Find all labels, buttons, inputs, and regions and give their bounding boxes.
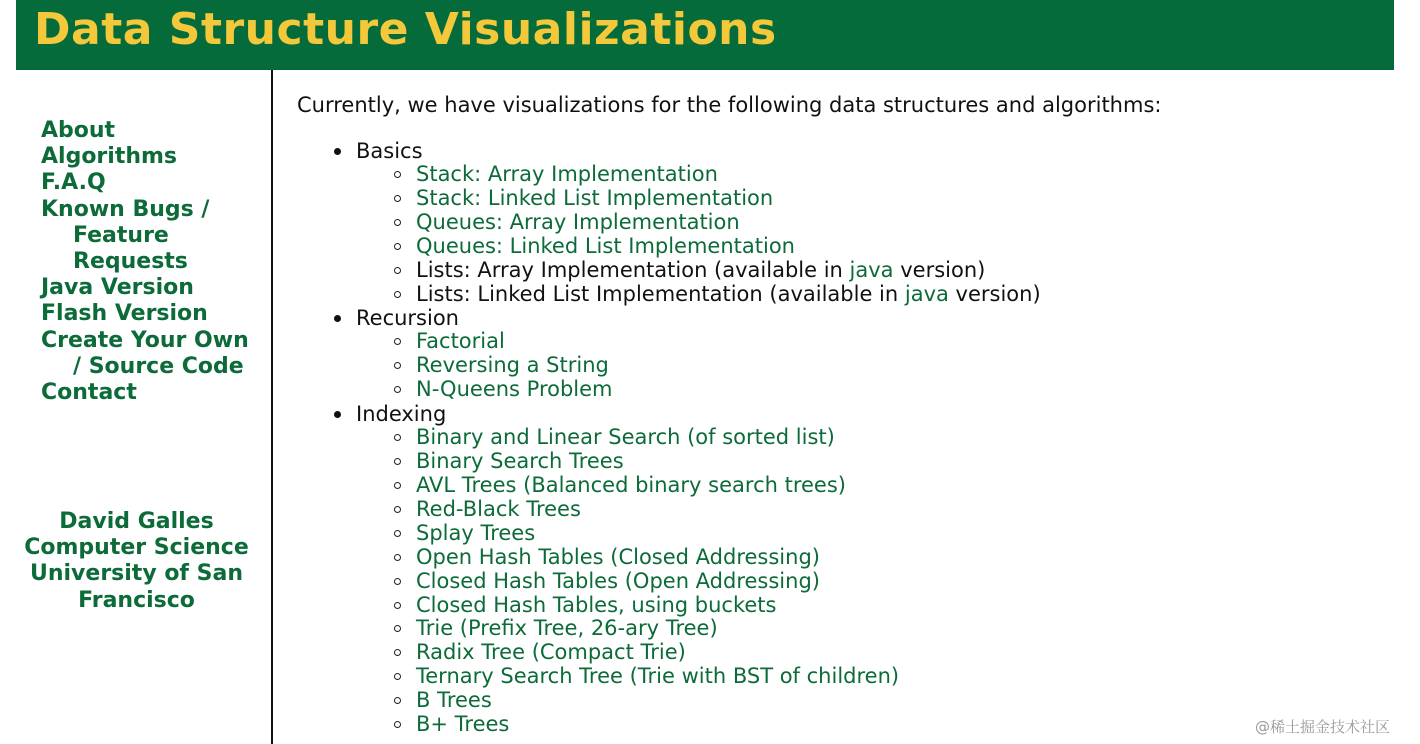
visualization-link[interactable]: Closed Hash Tables (Open Addressing) <box>416 568 820 593</box>
visualization-link[interactable]: B Trees <box>416 688 492 713</box>
visualization-link[interactable]: B+ Trees <box>416 712 510 737</box>
circle-bullet-icon <box>394 673 401 680</box>
nav-link-known-bugs[interactable]: Known Bugs / Feature Requests <box>41 196 210 275</box>
nav-link-about[interactable]: About <box>41 118 116 143</box>
visualization-link[interactable]: Queues: Linked List Implementation <box>416 233 795 258</box>
visualization-link[interactable]: Closed Hash Tables, using buckets <box>416 592 777 617</box>
circle-bullet-icon <box>394 362 401 369</box>
visualization-link[interactable]: N-Queens Problem <box>416 377 613 402</box>
circle-bullet-icon <box>394 386 401 393</box>
visualization-link[interactable]: Ternary Search Tree (Trie with BST of children) <box>416 664 900 689</box>
list-item <box>394 594 1041 618</box>
item-text: Lists: Linked List Implementation (available in <box>416 281 905 306</box>
list-item <box>394 474 1041 498</box>
nav-link-create-your-own[interactable]: Create Your Own / Source Code <box>41 327 249 379</box>
visualization-link[interactable]: AVL Trees (Balanced binary search trees) <box>416 472 846 497</box>
list-item <box>394 546 1041 570</box>
list-item <box>394 330 1041 354</box>
list-item <box>394 259 1041 283</box>
circle-bullet-icon <box>394 554 401 561</box>
list-item <box>394 187 1041 211</box>
circle-bullet-icon <box>394 338 401 345</box>
circle-bullet-icon <box>394 649 401 656</box>
circle-bullet-icon <box>394 291 401 298</box>
nav-link-algorithms[interactable]: Algorithms <box>41 144 178 170</box>
list-item <box>394 354 1041 378</box>
circle-bullet-icon <box>394 482 401 489</box>
visualization-link[interactable]: Binary Search Trees <box>416 449 624 474</box>
circle-bullet-icon <box>394 458 401 465</box>
category-title: Indexing <box>356 402 447 427</box>
list-item <box>394 426 1041 450</box>
java-link[interactable]: java <box>849 257 894 282</box>
list-item <box>394 498 1041 522</box>
nav-link-contact[interactable]: Contact <box>41 380 137 406</box>
item-text-suffix: version) <box>948 281 1041 306</box>
circle-bullet-icon <box>394 171 401 178</box>
visualization-link[interactable]: Open Hash Tables (Closed Addressing) <box>416 544 820 569</box>
list-item <box>394 522 1041 546</box>
item-list <box>356 330 1041 402</box>
circle-bullet-icon <box>394 602 401 609</box>
category-recursion <box>334 306 1041 402</box>
category-basics <box>334 139 1041 306</box>
java-link[interactable]: java <box>904 281 949 306</box>
bullet-icon <box>334 315 341 322</box>
list-item <box>394 641 1041 665</box>
item-list <box>356 426 1041 737</box>
list-item <box>394 163 1041 187</box>
watermark: @稀土掘金技术社区 <box>1255 718 1391 736</box>
circle-bullet-icon <box>394 530 401 537</box>
list-item <box>394 211 1041 235</box>
circle-bullet-icon <box>394 219 401 226</box>
category-indexing <box>334 402 1041 737</box>
visualization-link[interactable]: Queues: Array Implementation <box>416 209 740 234</box>
list-item <box>394 570 1041 594</box>
visualization-link[interactable]: Splay Trees <box>416 520 536 545</box>
circle-bullet-icon <box>394 697 401 704</box>
item-text-suffix: version) <box>893 257 986 282</box>
sidebar-nav <box>41 118 261 406</box>
category-list <box>334 139 1041 737</box>
circle-bullet-icon <box>394 243 401 250</box>
visualization-link[interactable]: Binary and Linear Search (of sorted list) <box>416 425 835 450</box>
author-block <box>22 509 251 614</box>
item-text: Lists: Array Implementation (available in <box>416 257 850 282</box>
category-title: Recursion <box>356 306 459 331</box>
list-item <box>394 713 1041 737</box>
list-item <box>394 617 1041 641</box>
list-item <box>394 283 1041 307</box>
circle-bullet-icon <box>394 506 401 513</box>
visualization-link[interactable]: Stack: Linked List Implementation <box>416 185 774 210</box>
visualization-link[interactable]: Factorial <box>416 329 505 354</box>
author-dept: Computer Science <box>24 535 249 561</box>
intro-text: Currently, we have visualizations for the following data structures and algorithms: <box>297 93 1162 117</box>
visualization-link[interactable]: Red-Black Trees <box>416 496 581 521</box>
author-school: University of San Francisco <box>29 561 244 613</box>
circle-bullet-icon <box>394 721 401 728</box>
nav-link-java-version[interactable]: Java Version <box>41 275 194 301</box>
list-item <box>394 378 1041 402</box>
list-item <box>394 235 1041 259</box>
circle-bullet-icon <box>394 195 401 202</box>
circle-bullet-icon <box>394 434 401 441</box>
list-item <box>394 450 1041 474</box>
visualization-link[interactable]: Reversing a String <box>416 353 609 378</box>
category-title: Basics <box>356 139 423 163</box>
sidebar-divider <box>271 70 273 744</box>
list-item <box>394 689 1041 713</box>
bullet-icon <box>334 148 341 155</box>
visualization-link[interactable]: Trie (Prefix Tree, 26-ary Tree) <box>416 616 718 641</box>
page-title: Data Structure Visualizations <box>34 4 777 55</box>
circle-bullet-icon <box>394 578 401 585</box>
visualization-link[interactable]: Stack: Array Implementation <box>416 162 718 186</box>
nav-link-flash-version[interactable]: Flash Version <box>41 301 208 327</box>
bullet-icon <box>334 411 341 418</box>
circle-bullet-icon <box>394 267 401 274</box>
visualization-link[interactable]: Radix Tree (Compact Trie) <box>416 640 686 665</box>
circle-bullet-icon <box>394 625 401 632</box>
nav-link-faq[interactable]: F.A.Q <box>41 170 106 196</box>
author-name: David Galles <box>59 509 214 534</box>
item-list <box>356 163 1041 306</box>
list-item <box>394 665 1041 689</box>
page-header <box>16 0 1394 70</box>
